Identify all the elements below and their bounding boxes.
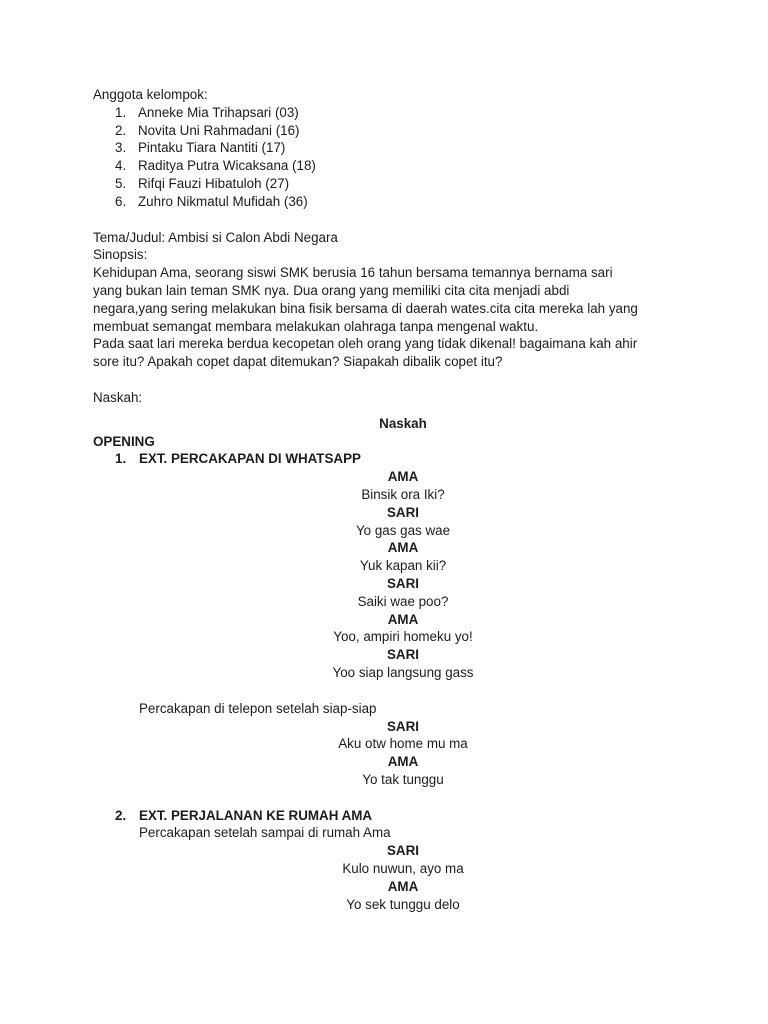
character-name: AMA	[387, 878, 419, 894]
scene-title: EXT. PERJALANAN KE RUMAH AMA	[139, 807, 373, 823]
list-item	[93, 139, 683, 157]
character-name: SARI	[387, 575, 419, 591]
scene-heading	[93, 807, 683, 825]
list-item	[93, 175, 683, 193]
members-list	[93, 104, 683, 211]
scene-number: 2.	[115, 807, 127, 823]
naskah-label: Naskah:	[93, 389, 143, 405]
opening-heading: OPENING	[93, 433, 155, 449]
list-number: 2.	[115, 122, 127, 138]
character-name: SARI	[387, 647, 419, 663]
character-name: SARI	[387, 843, 419, 859]
script-title: Naskah	[379, 415, 427, 431]
synopsis-body	[93, 264, 683, 371]
scene-heading	[93, 450, 683, 468]
list-number: 1.	[115, 104, 127, 120]
list-number: 6.	[115, 193, 127, 209]
dialogue-line: Aku otw home mu ma	[338, 736, 468, 752]
document-page	[93, 86, 683, 913]
list-number: 5.	[115, 175, 127, 191]
synopsis-line: Kehidupan Ama, seorang siswi SMK berusia 16 tahun bersama temannya bernama sari	[93, 265, 613, 281]
list-item	[93, 193, 683, 211]
synopsis-line: Pada saat lari mereka berdua kecopetan oleh orang yang tidak dikenal! bagaimana kah ahir	[93, 336, 638, 352]
list-item	[93, 122, 683, 140]
synopsis-heading: Sinopsis:	[93, 247, 148, 263]
dialogue-line: Yo sek tunggu delo	[346, 896, 460, 912]
synopsis-line: yang bukan lain teman SMK nya. Dua orang yang memiliki cita cita menjadi abdi	[93, 282, 570, 298]
list-item	[93, 104, 683, 122]
scene-title: EXT. PERCAKAPAN DI WHATSAPP	[139, 451, 361, 467]
member-name: Novita Uni Rahmadani (16)	[138, 122, 300, 138]
synopsis-line: negara,yang sering melakukan bina fisik bersama di daerah wates.cita cita mereka lah yang	[93, 300, 638, 316]
dialogue-line: Saiki wae poo?	[357, 593, 449, 609]
dialogue-line: Yo gas gas wae	[355, 522, 451, 538]
character-name: SARI	[387, 718, 419, 734]
member-name: Pintaku Tiara Nantiti (17)	[138, 140, 286, 156]
dialogue-line: Binsik ora Iki?	[361, 486, 445, 502]
list-item	[93, 157, 683, 175]
stage-direction: Percakapan di telepon setelah siap-siap	[139, 700, 377, 716]
members-heading: Anggota kelompok:	[93, 87, 208, 102]
character-name: AMA	[387, 611, 419, 627]
character-name: SARI	[387, 504, 419, 520]
synopsis-line: membuat semangat membara melakukan olahraga tanpa mengenal waktu.	[93, 318, 539, 334]
dialogue-line: Yoo siap langsung gass	[332, 664, 474, 680]
character-name: AMA	[387, 754, 419, 770]
dialogue-line: Yo tak tunggu	[362, 771, 444, 787]
dialogue-line: Yoo, ampiri homeku yo!	[333, 629, 473, 645]
stage-direction: Percakapan setelah sampai di rumah Ama	[139, 825, 391, 841]
list-number: 4.	[115, 158, 127, 174]
list-number: 3.	[115, 140, 127, 156]
character-name: AMA	[387, 469, 419, 485]
member-name: Zuhro Nikmatul Mufidah (36)	[138, 193, 308, 209]
member-name: Rifqi Fauzi Hibatuloh (27)	[138, 175, 290, 191]
dialogue-line: Yuk kapan kii?	[359, 558, 447, 574]
synopsis-line: sore itu? Apakah copet dapat ditemukan? Siapakah dibalik copet itu?	[93, 354, 503, 370]
scene-number: 1.	[115, 451, 127, 467]
member-name: Anneke Mia Trihapsari (03)	[138, 104, 299, 120]
character-name: AMA	[387, 540, 419, 556]
member-name: Raditya Putra Wicaksana (18)	[138, 158, 316, 174]
dialogue-line: Kulo nuwun, ayo ma	[342, 861, 464, 877]
theme-title: Tema/Judul: Ambisi si Calon Abdi Negara	[93, 229, 338, 245]
